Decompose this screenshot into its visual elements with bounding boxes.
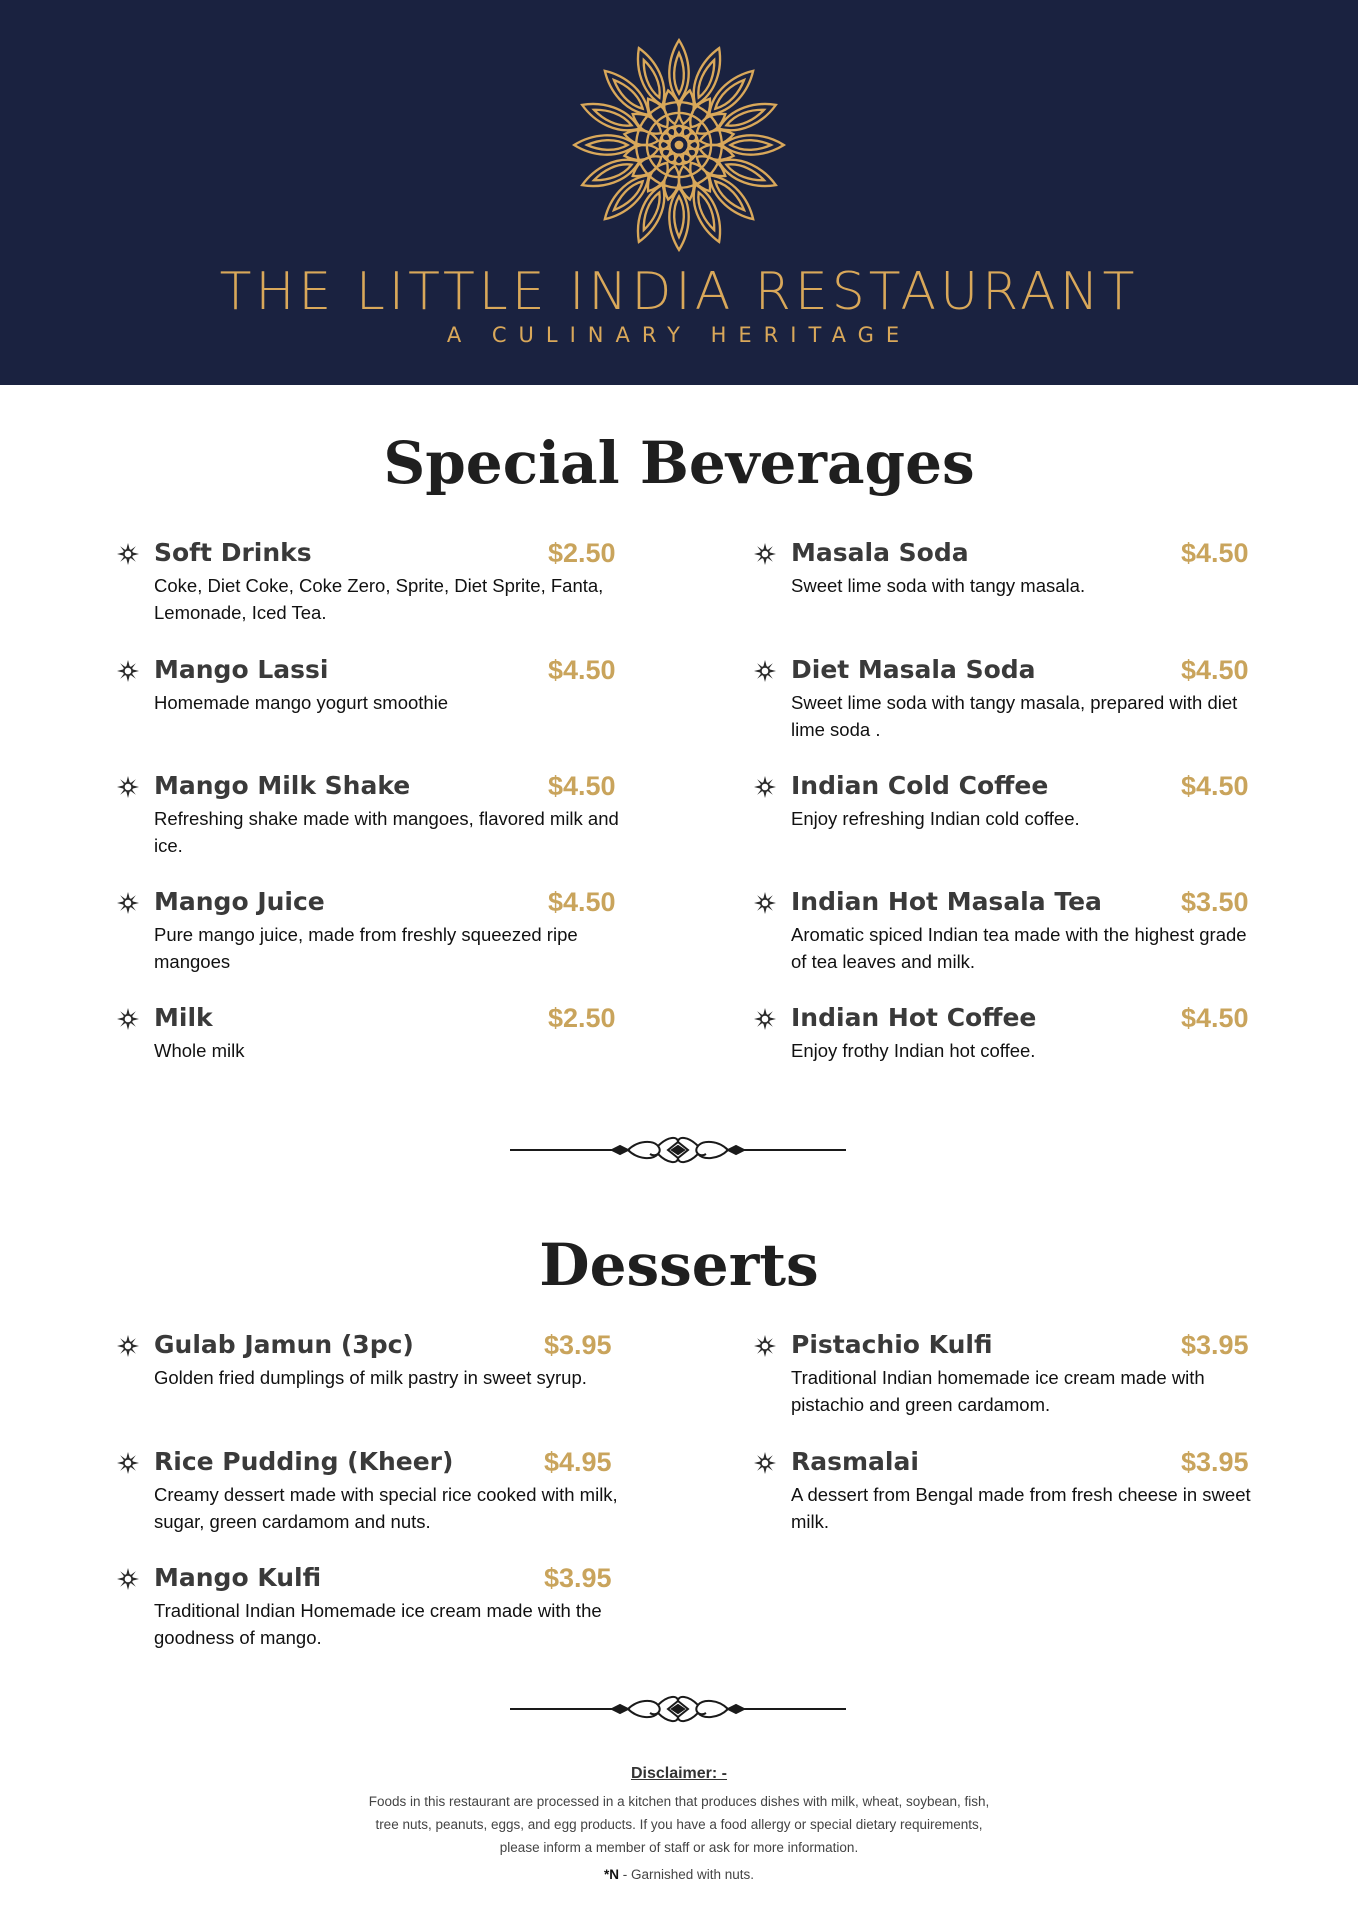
menu-item-description: A dessert from Bengal made from fresh cheese in sweet milk. <box>791 1484 1251 1532</box>
menu-item-name: Mango Kulfi <box>154 1563 322 1592</box>
disclaimer-title: Disclaimer: - <box>630 1765 728 1782</box>
star-bullet-icon <box>753 1007 777 1031</box>
menu-item-name: Masala Soda <box>791 538 969 567</box>
menu-item-name: Indian Hot Coffee <box>791 1003 1037 1032</box>
menu-item <box>791 1328 1311 1418</box>
menu-item <box>791 1445 1311 1535</box>
menu-item-price: $4.50 <box>1181 771 1249 801</box>
menu-item <box>154 1001 674 1064</box>
ornamental-divider <box>508 1130 848 1170</box>
nuts-mark: *N <box>603 1867 619 1882</box>
star-bullet-icon <box>116 1007 140 1031</box>
menu-item-description: Creamy dessert made with special rice cooked with milk, sugar, green cardamom and nuts. <box>154 1484 618 1532</box>
disclaimer-note <box>0 1864 1358 1886</box>
menu-item-name: Mango Lassi <box>154 655 329 684</box>
star-bullet-icon <box>116 1451 140 1475</box>
menu-item-name: Indian Cold Coffee <box>791 771 1049 800</box>
menu-item-description: Refreshing shake made with mangoes, flavored milk and ice. <box>154 808 619 856</box>
menu-item-description: Enjoy frothy Indian hot coffee. <box>791 1040 1036 1061</box>
ornamental-divider <box>508 1689 848 1729</box>
menu-item <box>154 769 674 859</box>
desserts-title: Desserts <box>539 1231 819 1299</box>
menu-item <box>791 653 1311 743</box>
menu-item-name: Mango Milk Shake <box>154 771 411 800</box>
menu-item <box>154 653 674 716</box>
menu-item-description: Enjoy refreshing Indian cold coffee. <box>791 808 1080 829</box>
star-bullet-icon <box>116 542 140 566</box>
menu-item-price: $4.50 <box>1181 655 1249 685</box>
menu-item-price: $4.50 <box>1181 538 1249 568</box>
menu-item-name: Mango Juice <box>154 887 325 916</box>
menu-item-price: $2.50 <box>548 538 616 568</box>
menu-item <box>154 1328 674 1391</box>
menu-item-name: Milk <box>154 1003 213 1032</box>
star-bullet-icon <box>753 659 777 683</box>
menu-item-price: $3.95 <box>1181 1447 1249 1477</box>
menu-item-description: Traditional Indian homemade ice cream made with pistachio and green cardamom. <box>791 1367 1205 1415</box>
mandala-icon <box>572 38 786 252</box>
menu-item <box>791 536 1311 599</box>
menu-item-name: Gulab Jamun (3pc) <box>154 1330 414 1359</box>
menu-item-price: $4.95 <box>544 1447 612 1477</box>
restaurant-tagline: A CULINARY HERITAGE <box>446 323 912 347</box>
menu-item-price: $3.95 <box>544 1563 612 1593</box>
menu-item-name: Rice Pudding (Kheer) <box>154 1447 454 1476</box>
menu-item-description: Sweet lime soda with tangy masala. <box>791 575 1086 596</box>
menu-item-price: $4.50 <box>1181 1003 1249 1033</box>
menu-item-price: $3.95 <box>1181 1330 1249 1360</box>
header-banner <box>0 0 1358 385</box>
menu-item-name: Soft Drinks <box>154 538 312 567</box>
menu-item-price: $4.50 <box>548 771 616 801</box>
menu-item-description: Golden fried dumplings of milk pastry in sweet syrup. <box>154 1367 587 1388</box>
disclaimer-text: Foods in this restaurant are processed in a kitchen that produces dishes with milk, wheat, soybean, fish, tree nuts, peanuts, eggs, and egg products. If you have a food allergy or special dietary requirements, please inform a member of staff or ask for more information. <box>368 1794 990 1855</box>
menu-item-name: Diet Masala Soda <box>791 655 1036 684</box>
star-bullet-icon <box>753 1334 777 1358</box>
menu-item-price: $4.50 <box>548 887 616 917</box>
star-bullet-icon <box>116 1334 140 1358</box>
star-bullet-icon <box>753 1451 777 1475</box>
menu-item-name: Pistachio Kulfi <box>791 1330 993 1359</box>
restaurant-name: THE LITTLE INDIA RESTAURANT <box>219 262 1139 322</box>
menu-item <box>154 1445 674 1535</box>
menu-item-price: $4.50 <box>548 655 616 685</box>
menu-item-description: Traditional Indian Homemade ice cream made with the goodness of mango. <box>154 1600 602 1648</box>
menu-item-description: Whole milk <box>154 1040 245 1061</box>
nuts-note: - Garnished with nuts. <box>618 1867 755 1882</box>
menu-item-price: $2.50 <box>548 1003 616 1033</box>
menu-item-name: Rasmalai <box>791 1447 919 1476</box>
star-bullet-icon <box>116 891 140 915</box>
menu-item <box>791 1001 1311 1064</box>
beverages-title: Special Beverages <box>383 429 975 497</box>
menu-item-description: Aromatic spiced Indian tea made with the highest grade of tea leaves and milk. <box>791 924 1247 972</box>
menu-item <box>154 536 674 626</box>
star-bullet-icon <box>753 542 777 566</box>
menu-item-description: Homemade mango yogurt smoothie <box>154 692 449 713</box>
menu-item <box>791 769 1311 832</box>
star-bullet-icon <box>116 1567 140 1591</box>
menu-item-description: Pure mango juice, made from freshly squeezed ripe mangoes <box>154 924 578 972</box>
menu-item-description: Sweet lime soda with tangy masala, prepared with diet lime soda . <box>791 692 1238 740</box>
star-bullet-icon <box>116 775 140 799</box>
star-bullet-icon <box>753 891 777 915</box>
menu-item-price: $3.50 <box>1181 887 1249 917</box>
menu-item <box>791 885 1311 975</box>
menu-item <box>154 885 674 975</box>
menu-item-name: Indian Hot Masala Tea <box>791 887 1102 916</box>
star-bullet-icon <box>753 775 777 799</box>
menu-item-price: $3.95 <box>544 1330 612 1360</box>
menu-item <box>154 1561 674 1651</box>
menu-item-description: Coke, Diet Coke, Coke Zero, Sprite, Diet Sprite, Fanta, Lemonade, Iced Tea. <box>154 575 604 623</box>
star-bullet-icon <box>116 659 140 683</box>
